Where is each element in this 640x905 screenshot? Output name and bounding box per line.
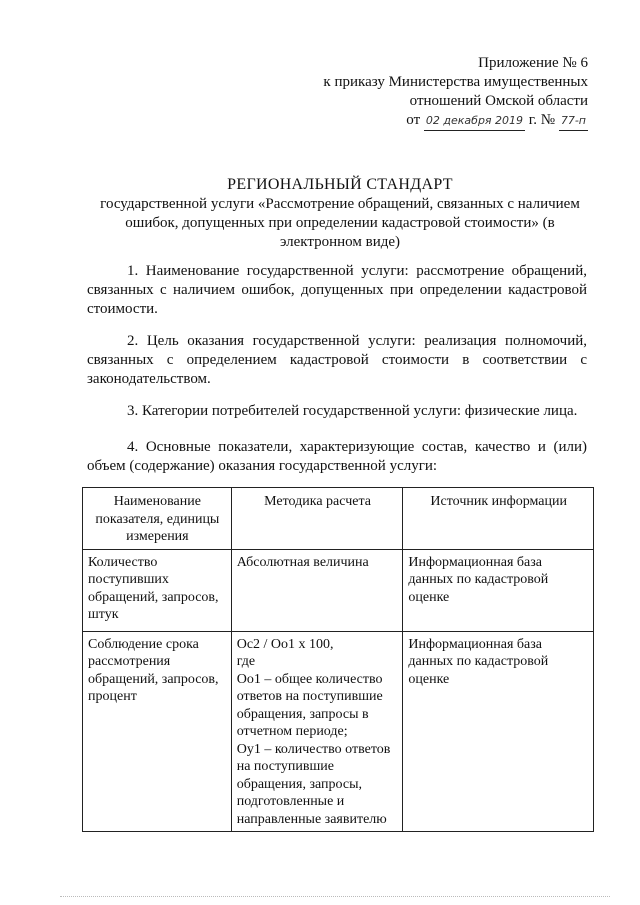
table-header-row	[83, 488, 594, 550]
paragraph-service-goal: 2. Цель оказания государственной услуги: реализация полномочий, связанных с определением кадастровой стоимости в соответствии с законодательством.	[87, 333, 587, 387]
handwritten-date: 02 декабря 2019	[424, 111, 525, 131]
header-source: Источник информации	[403, 488, 594, 550]
appendix-ministry-line: отношений Омской области	[409, 93, 588, 109]
header-method: Методика расчета	[231, 488, 403, 550]
table-cell: Информационная база данных по кадастровой оценке	[403, 631, 594, 832]
title-subtitle: государственной услуги «Рассмотрение обращений, связанных с наличием ошибок, допущенных при определении кадастровой стоимости» (в электронном виде)	[100, 196, 580, 250]
table-cell: Информационная база данных по кадастровой оценке	[403, 549, 594, 631]
handwritten-number: 77-п	[559, 111, 588, 131]
appendix-title: Приложение № 6	[478, 55, 588, 71]
year-suffix: г. №	[528, 112, 556, 128]
appendix-header	[323, 54, 588, 131]
table-cell: Абсолютная величина	[231, 549, 403, 631]
header-indicator: Наименование показателя, единицы измерения	[83, 488, 232, 550]
table-row	[83, 549, 594, 631]
table-cell: Ос2 / Оо1 х 100, где Оо1 – общее количество ответов на поступившие обращения, запросы в отчетном периоде; Оу1 – количество ответов на поступившие обращения, запросы, подготовленные и направленные заявителю	[231, 631, 403, 832]
paragraph-consumers: 3. Категории потребителей государственной услуги: физические лица.	[127, 403, 578, 419]
table-cell: Соблюдение срока рассмотрения обращений, запросов, процент	[83, 631, 232, 832]
document-title	[90, 175, 590, 252]
table-row	[83, 631, 594, 832]
appendix-date-line	[323, 111, 588, 131]
paragraph-service-name: 1. Наименование государственной услуги: рассмотрение обращений, связанных с наличием ошибок, допущенных при определении кадастровой стоимости.	[87, 263, 587, 317]
paragraph-indicators: 4. Основные показатели, характеризующие состав, качество и (или) объем (содержание) оказания государственной услуги:	[87, 439, 587, 474]
title-main: РЕГИОНАЛЬНЫЙ СТАНДАРТ	[227, 176, 453, 193]
indicators-table	[82, 487, 594, 832]
appendix-order-line: к приказу Министерства имущественных	[323, 74, 588, 90]
scan-edge-line	[60, 896, 610, 897]
table-cell: Количество поступивших обращений, запросов, штук	[83, 549, 232, 631]
date-prefix: от	[406, 112, 421, 128]
